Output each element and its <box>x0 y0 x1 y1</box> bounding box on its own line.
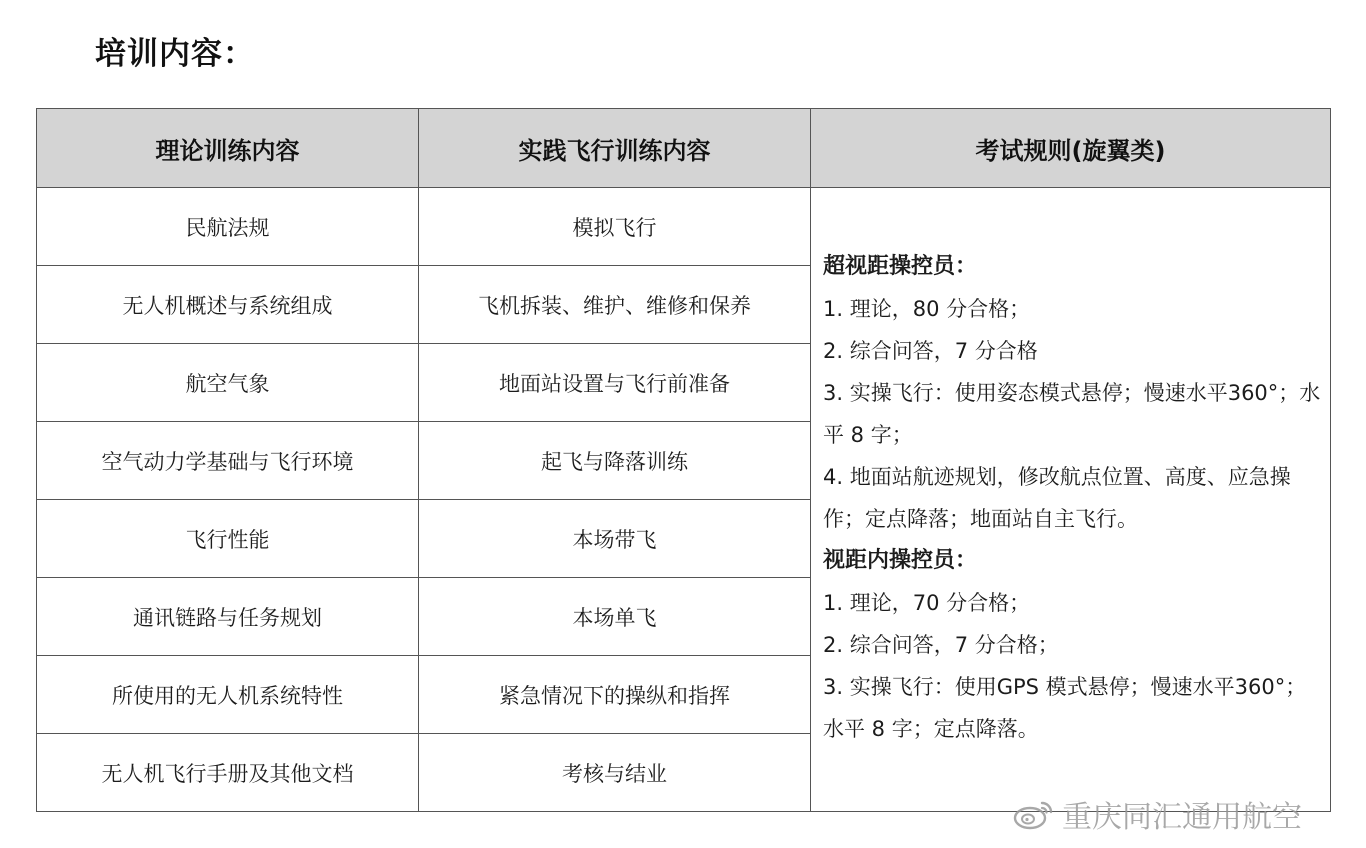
table-header-row <box>37 109 1331 188</box>
header-practice: 实践飞行训练内容 <box>419 109 811 188</box>
vlos-heading: 视距内操控员： <box>823 548 978 573</box>
page-title: 培训内容： <box>95 36 255 72</box>
theory-cell: 所使用的无人机系统特性 <box>37 656 419 734</box>
theory-cell: 飞行性能 <box>37 500 419 578</box>
theory-cell: 无人机飞行手册及其他文档 <box>37 734 419 812</box>
practice-cell: 起飞与降落训练 <box>419 422 811 500</box>
theory-cell: 通讯链路与任务规划 <box>37 578 419 656</box>
theory-cell: 空气动力学基础与飞行环境 <box>37 422 419 500</box>
practice-cell: 模拟飞行 <box>419 188 811 266</box>
training-table <box>36 108 1331 812</box>
exam-rules-cell <box>811 188 1331 812</box>
practice-cell: 地面站设置与飞行前准备 <box>419 344 811 422</box>
header-exam-rules: 考试规则(旋翼类) <box>811 109 1331 188</box>
practice-cell: 考核与结业 <box>419 734 811 812</box>
vlos-rule-3: 3. 实操飞行：使用GPS 模式悬停；慢速水平360°；水平 8 字；定点降落。 <box>823 675 1307 741</box>
vlos-rule-2: 2. 综合问答，7 分合格； <box>823 633 1059 657</box>
practice-cell: 本场带飞 <box>419 500 811 578</box>
practice-cell: 飞机拆装、维护、维修和保养 <box>419 266 811 344</box>
bvlos-heading: 超视距操控员： <box>823 254 978 279</box>
practice-cell: 本场单飞 <box>419 578 811 656</box>
header-theory: 理论训练内容 <box>37 109 419 188</box>
bvlos-rule-4: 4. 地面站航迹规划，修改航点位置、高度、应急操作；定点降落；地面站自主飞行。 <box>823 465 1291 531</box>
practice-cell: 紧急情况下的操纵和指挥 <box>419 656 811 734</box>
weibo-icon <box>1012 797 1056 831</box>
watermark-text: 重庆同汇通用航空 <box>1062 800 1302 835</box>
bvlos-rule-2: 2. 综合问答，7 分合格 <box>823 339 1038 363</box>
theory-cell: 无人机概述与系统组成 <box>37 266 419 344</box>
watermark <box>1012 792 1302 836</box>
table-row <box>37 188 1331 266</box>
theory-cell: 民航法规 <box>37 188 419 266</box>
bvlos-rule-3: 3. 实操飞行：使用姿态模式悬停；慢速水平360°；水平 8 字； <box>823 381 1321 447</box>
theory-cell: 航空气象 <box>37 344 419 422</box>
vlos-rule-1: 1. 理论，70 分合格； <box>823 591 1031 615</box>
bvlos-rule-1: 1. 理论，80 分合格； <box>823 297 1031 321</box>
